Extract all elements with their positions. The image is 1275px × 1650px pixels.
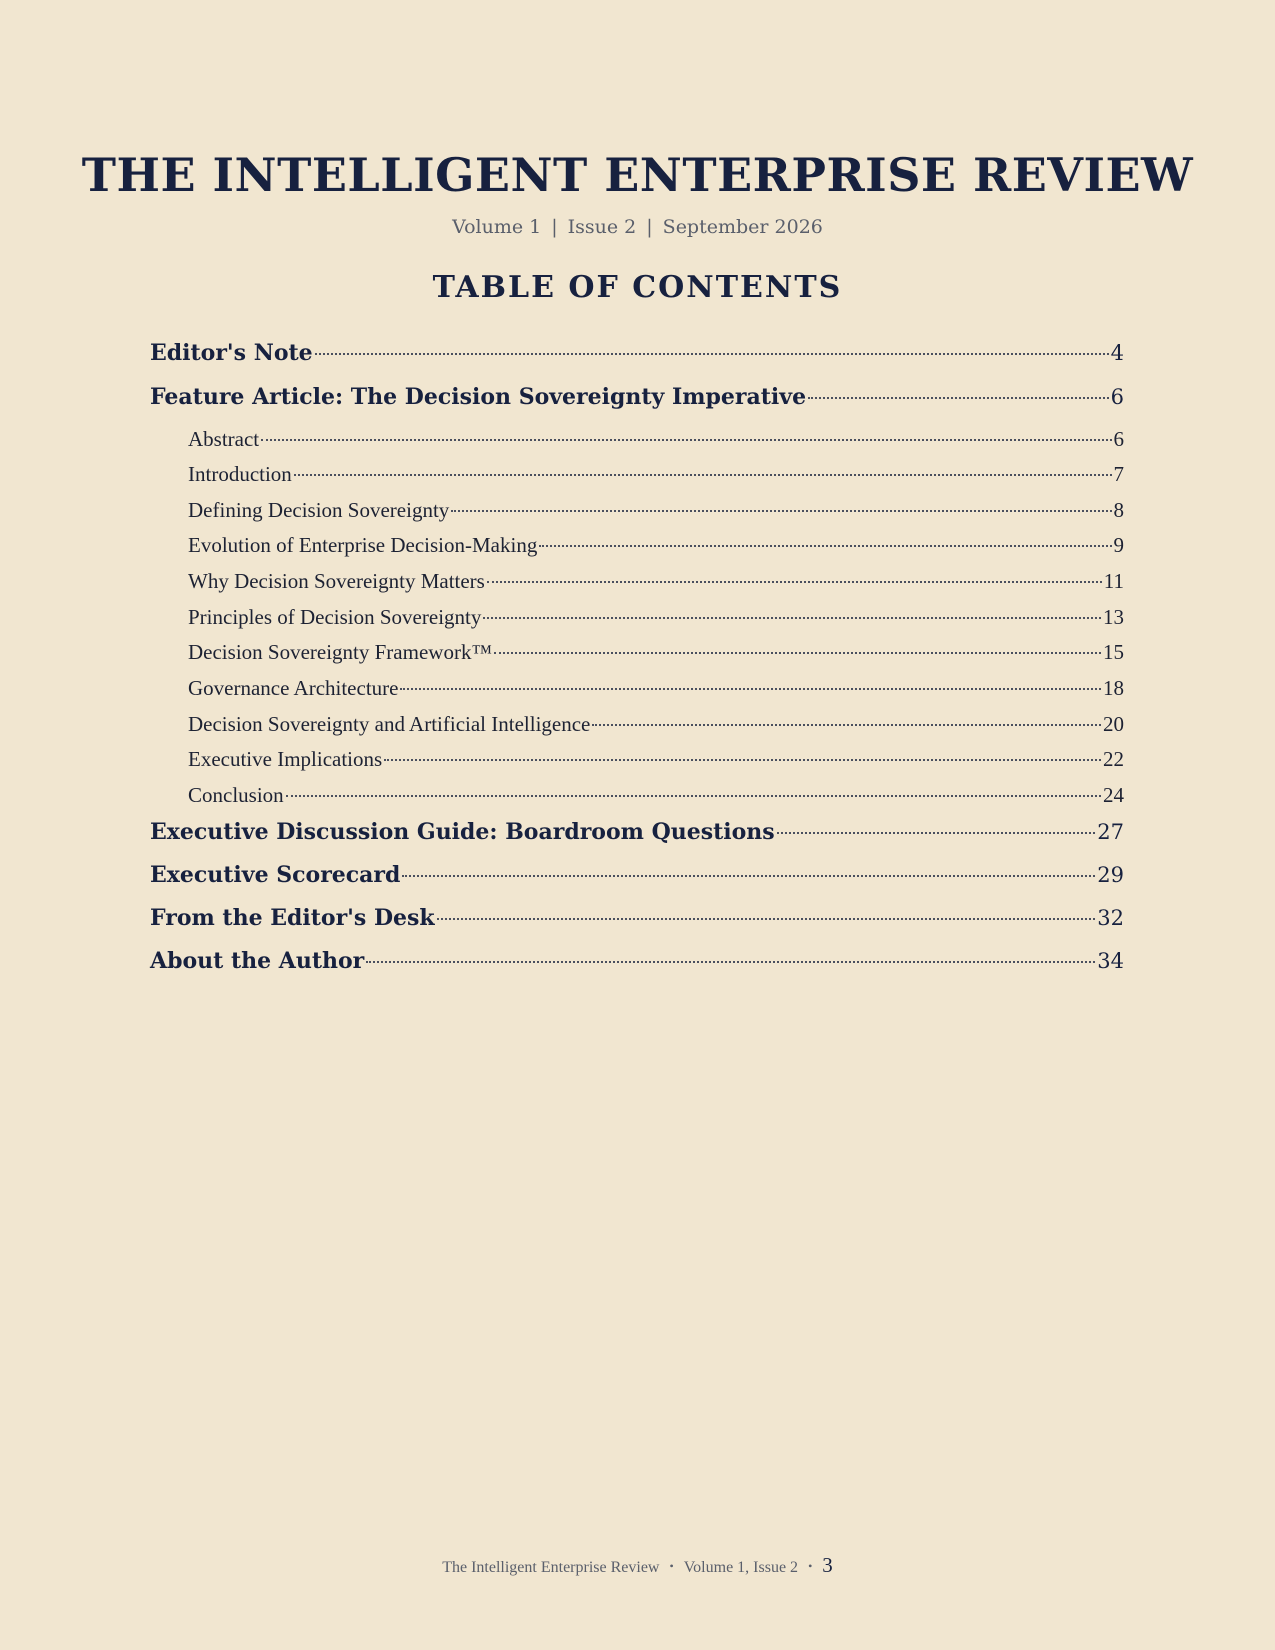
toc-subentry[interactable] [188,783,1124,808]
toc-entry-page: 13 [1103,605,1124,629]
dot-leader [483,617,1101,619]
toc-entry[interactable] [150,862,1124,888]
date-label: September 2026 [662,216,823,238]
toc-entry-page: 34 [1097,949,1124,973]
dot-leader [294,474,1112,476]
toc-entry-title: Principles of Decision Sovereignty [188,605,482,629]
toc-entry-title: Defining Decision Sovereignty [188,498,450,522]
toc-entry-page: 4 [1110,341,1124,365]
dot-leader [286,795,1101,797]
toc-entry-title: Governance Architecture [188,676,399,700]
toc-entry-page: 9 [1113,533,1124,557]
toc-entry-title: Conclusion [188,783,284,807]
toc-entry-page: 29 [1097,863,1124,887]
toc-entry-title: Introduction [188,462,292,486]
toc-entry-title: Abstract [188,427,260,451]
toc-entry[interactable] [150,948,1124,974]
page-footer [0,1553,1275,1578]
toc-subentry[interactable] [188,640,1124,665]
toc-entry-page: 20 [1103,712,1124,736]
dot-leader [592,724,1101,726]
toc-entry-page: 24 [1103,783,1124,807]
toc-entry-page: 27 [1097,820,1124,844]
dot-leader [366,961,1095,963]
toc-entry-page: 11 [1103,569,1124,593]
toc-subentry[interactable] [188,712,1124,737]
toc-entry-page: 22 [1103,747,1124,771]
toc-entry[interactable] [150,819,1124,845]
toc-entry-title: Why Decision Sovereignty Matters [188,569,485,593]
dot-leader [539,545,1111,547]
toc-subentry[interactable] [188,605,1124,630]
toc-entry[interactable] [150,340,1124,366]
toc-subentry[interactable] [188,427,1124,452]
toc-entry-page: 7 [1113,462,1124,486]
toc-entry-page: 18 [1103,676,1124,700]
dot-leader [494,652,1101,654]
dot-leader [402,875,1095,877]
toc-subentry[interactable] [188,462,1124,487]
toc-entry-title: Editor's Note [150,340,313,366]
footer-publication: The Intelligent Enterprise Review [442,1559,660,1576]
dot-leader [315,353,1109,355]
toc-entry[interactable] [150,905,1124,931]
toc-entry-title: Executive Scorecard [150,862,401,888]
toc-entry-title: Executive Discussion Guide: Boardroom Questions [150,819,775,845]
toc-entry-page: 15 [1103,640,1124,664]
bullet-separator: • [808,1559,813,1573]
dot-leader [487,581,1102,583]
dot-leader [384,759,1101,761]
toc-entry-title: From the Editor's Desk [150,905,435,931]
dot-leader [451,510,1111,512]
toc-entry-title: Decision Sovereignty Framework™ [188,640,493,664]
toc-heading: TABLE OF CONTENTS [432,270,843,305]
separator: | [551,216,558,238]
toc-subentry[interactable] [188,569,1124,594]
toc-entry-title: Decision Sovereignty and Artificial Intelligence [188,712,591,736]
dot-leader [437,918,1096,920]
toc-entry-page: 8 [1113,498,1124,522]
volume-label: Volume 1 [452,216,542,238]
toc-entry[interactable] [150,384,1124,410]
issue-info [0,216,1275,238]
toc-subentry[interactable] [188,533,1124,558]
dot-leader [400,688,1101,690]
toc-entry-page: 6 [1113,427,1124,451]
separator: | [646,216,653,238]
dot-leader [261,439,1111,441]
toc-entry-title: Executive Implications [188,747,383,771]
publication-title: THE INTELLIGENT ENTERPRISE REVIEW [81,148,1194,202]
toc-entry-page: 32 [1097,906,1124,930]
toc-entry-title: Evolution of Enterprise Decision-Making [188,533,538,557]
issue-label: Issue 2 [567,216,637,238]
toc-subentry[interactable] [188,747,1124,772]
bullet-separator: • [669,1559,674,1573]
toc-subentry[interactable] [188,498,1124,523]
toc-entry-page: 6 [1110,385,1124,409]
dot-leader [808,397,1109,399]
dot-leader [777,832,1096,834]
page-number: 3 [822,1553,833,1577]
toc-entry-title: About the Author [150,948,365,974]
toc-subentry[interactable] [188,676,1124,701]
toc-entry-title: Feature Article: The Decision Sovereignty Imperative [150,384,807,410]
footer-volume-issue: Volume 1, Issue 2 [683,1559,799,1576]
